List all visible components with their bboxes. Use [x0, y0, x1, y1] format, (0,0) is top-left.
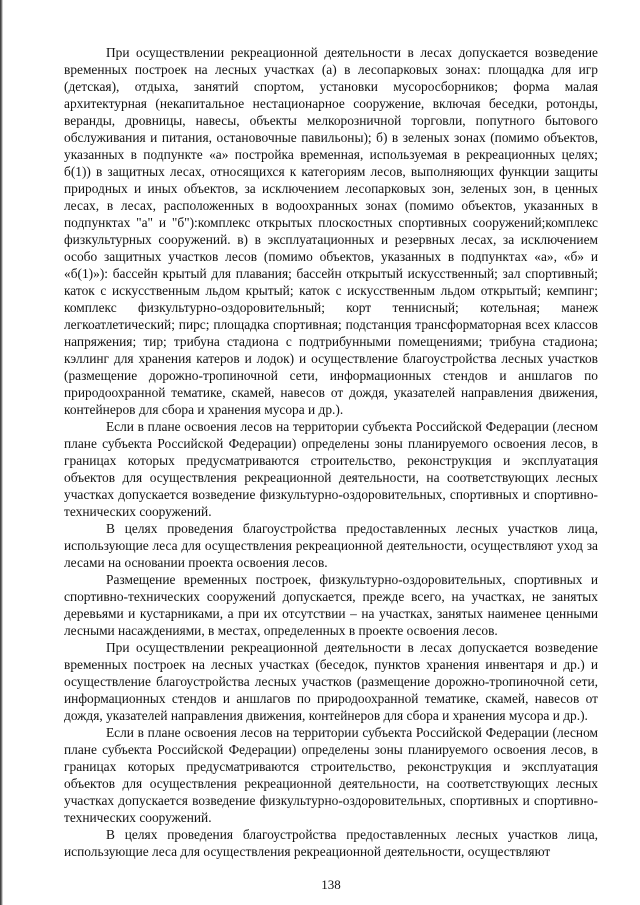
- paragraph-temporary-buildings: При осуществлении рекреационной деятельности в лесах допускается возведение временных построек на лесных участках (беседок, пунктов хранения инвентаря и др.) и осуществление благоустройства лесных участков (размещение дорожно-тропиночной сети, информационных стендов и аншлагов по природоохранной тематике, скамей, навесов от дождя, указателей направления движения, контейнеров для сбора и хранения мусора и др.).: [64, 640, 598, 723]
- paragraph-forest-care-continued: В целях проведения благоустройства предоставленных лесных участков лица, использующие леса для осуществления рекреационной деятельности, осуществляют: [64, 827, 598, 859]
- paragraph-recreation-construction: При осуществлении рекреационной деятельности в лесах допускается возведение временных построек на лесных участках (а) в лесопарковых зонах: площадка для игр (детская), отдыха, занятий спортом, установки мусоросборников; форма малая архитектурная (некапитальное нестационарное сооружение, включая беседки, ротонды, веранды, дровницы, навесы, объекты мелкорозничной торговли, попутного бытового обслуживания и питания, остановочные павильоны); б) в зеленых зонах (помимо объектов, указанных в подпункте «а» постройка временная, используемая в рекреационных целях; б(1)) в защитных лесах, относящихся к категориям лесов, выполняющих функции защиты природных и иных объектов, за исключением лесопарковых зон, зеленых зон, в ценных лесах, в лесах, расположенных в водоохранных зонах (помимо объектов, указанных в подпунктах "а" и "б"):комплекс открытых плоскостных спортивных сооружений;комплекс физкультурных сооружений. в) в эксплуатационных и резервных лесах, за исключением особо защитных участков лесов (помимо объектов, указанных в подпунктах «а», «б» и «б(1)»): бассейн крытый для плавания; бассейн открытый искусственный; зал спортивный; каток с искусственным льдом крытый; каток с искусственным льдом открытый; кемпинг; комплекс физкультурно-оздоровительный; корт теннисный; котельная; манеж легкоатлетический; пирс; площадка спортивная; подстанция трансформаторная всех классов напряжения; тир; трибуна стадиона с подтрибунными помещениями; трибуна стадиона; кэллинг для хранения катеров и лодок) и осуществление благоустройства лесных участков (размещение дорожно-тропиночной сети, информационных стендов и аншлагов по природоохранной тематике, скамей, навесов от дождя, указателей направления движения, контейнеров для сбора и хранения мусора и др.).: [64, 45, 598, 417]
- paragraph-forest-plan-zones: Если в плане освоения лесов на территории субъекта Российской Федерации (лесном плане субъекта Российской Федерации) определены зоны планируемого освоения лесов, в границах которых предусматриваются строительство, реконструкция и эксплуатация объектов для осуществления рекреационной деятельности, на соответствующих лесных участках допускается возведение физкультурно-оздоровительных, спортивных и спортивно-технических сооружений.: [64, 419, 598, 519]
- scan-edge-shadow: [0, 0, 3, 905]
- document-page: [64, 44, 598, 894]
- paragraph-forest-plan-zones-repeat: Если в плане освоения лесов на территории субъекта Российской Федерации (лесном плане субъекта Российской Федерации) определены зоны планируемого освоения лесов, в границах которых предусматриваются строительство, реконструкция и эксплуатация объектов для осуществления рекреационной деятельности, на соответствующих лесных участках допускается возведение физкультурно-оздоровительных, спортивных и спортивно-технических сооружений.: [64, 725, 598, 825]
- paragraph-forest-care: В целях проведения благоустройства предоставленных лесных участков лица, использующие леса для осуществления рекреационной деятельности, осуществляют уход за лесами на основании проекта освоения лесов.: [64, 521, 598, 570]
- paragraph-placement-rules: Размещение временных построек, физкультурно-оздоровительных, спортивных и спортивно-технических сооружений допускается, прежде всего, на участках, не занятых деревьями и кустарниками, а при их отсутствии – на участках, занятых наименее ценными лесными насаждениями, в местах, определенных в проекте освоения лесов.: [64, 572, 598, 638]
- page-number: 138: [321, 877, 341, 892]
